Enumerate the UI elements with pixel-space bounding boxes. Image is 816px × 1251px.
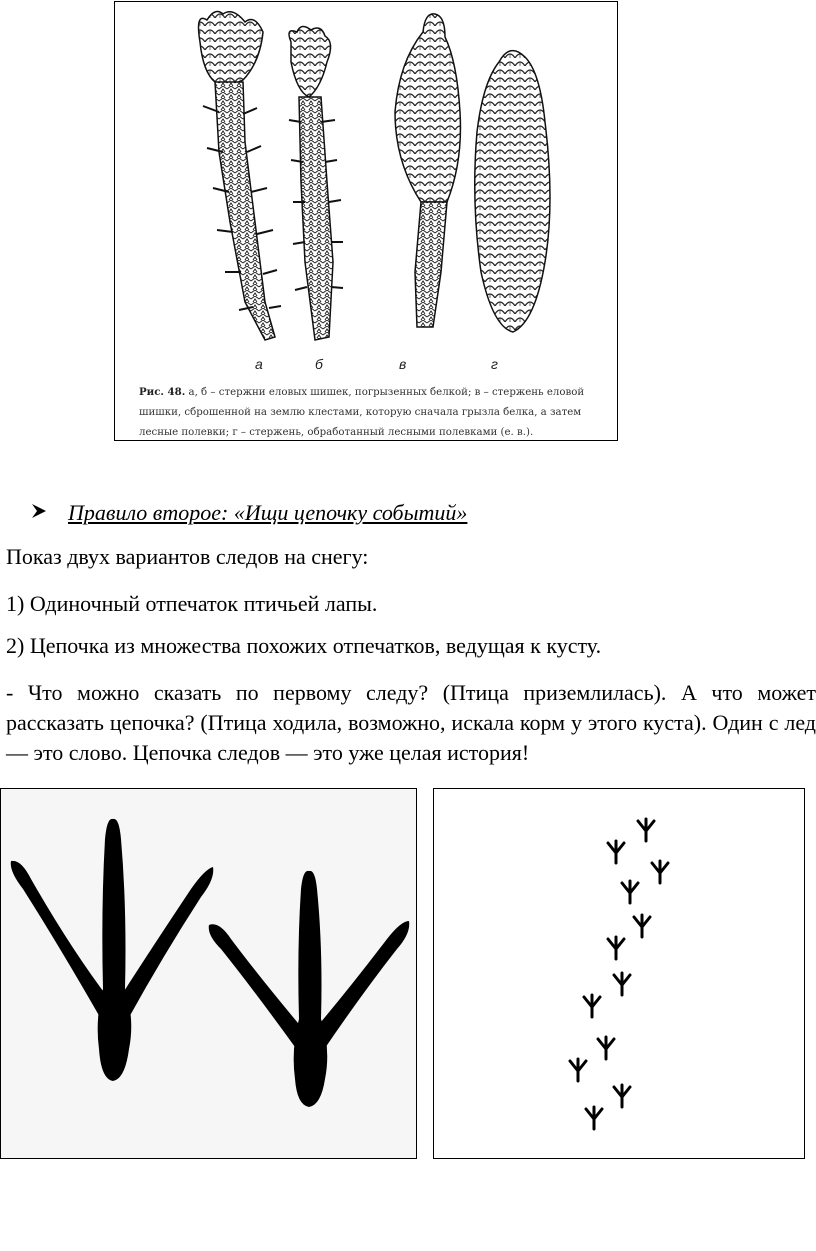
cone-g <box>475 51 550 332</box>
cone-v <box>395 14 460 327</box>
cone-a <box>199 12 281 340</box>
figure-caption <box>139 382 595 443</box>
figure-letter-b: б <box>315 356 323 372</box>
cone-b <box>289 26 343 340</box>
figure-letter-v: в <box>399 356 407 372</box>
figure-letter-a: а <box>255 356 263 372</box>
item-2-paragraph: 2) Цепочка из множества похожих отпечатков, ведущая к кусту. <box>6 633 602 658</box>
cone-figure <box>114 1 618 441</box>
footprint-chain-image <box>433 788 805 1159</box>
caption-text: а, б – стержни еловых шишек, погрызенных белкой; в – стержень еловой шишки, сброшенной на землю клестами, которую сначала грызла белка, а затем лесные полевки; г – стержень, обработанный лесными полевками (е. в.). <box>139 387 585 438</box>
intro-paragraph: Показ двух вариантов следов на снегу: <box>6 544 369 569</box>
discussion-paragraph: - Что можно сказать по первому следу? (Птица приземлилась). А что может рассказать цепочка? (Птица ходила, возможно, искала корм у этого куста). Один с лед — это слово. Цепочка следов — это уже целая история! <box>6 680 816 765</box>
bird-footprint-icon <box>1 789 416 1158</box>
rule-text: Правило второе: «Ищи цепочку событий» <box>68 500 468 525</box>
item-1-paragraph: 1) Одиночный отпечаток птичьей лапы. <box>6 591 378 616</box>
rule-heading <box>30 500 467 526</box>
figure-letter-g: г <box>491 356 498 372</box>
footprint-chain-icon <box>434 789 804 1158</box>
caption-label: Рис. 48. <box>139 386 186 398</box>
arrow-bullet-icon <box>30 502 68 526</box>
single-footprint-image <box>0 788 417 1159</box>
